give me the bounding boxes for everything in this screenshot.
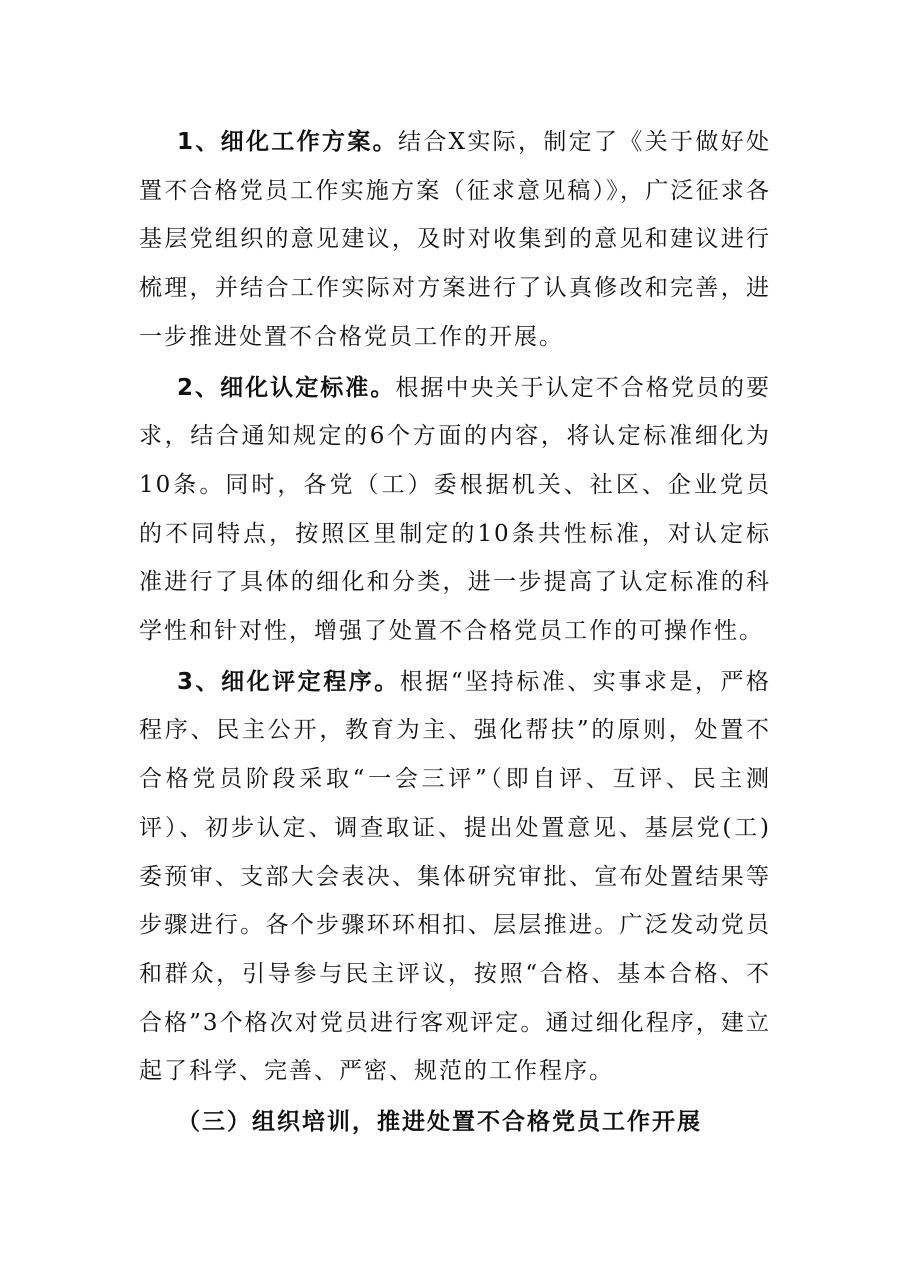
paragraph-criteria bbox=[139, 364, 771, 656]
paragraph-text: 根据“坚持标准、实事求是，严格程序、民主公开，教育为主、强化帮扶”的原则，处置不合格党员阶段采取“一会三评”（即自评、互评、民主测评）、初步认定、调查取证、提出处置意见、基层党(工)委预审、支部大会表决、集体研究审批、宣布处置结果等步骤进行。各个步骤环环相扣、层层推进。广泛发动党员和群众，引导参与民主评议，按照“合格、基本合格、不合格”3个格次对党员进行客观评定。通过细化程序，建立起了科学、完善、严密、规范的工作程序。 bbox=[139, 668, 771, 1085]
paragraph-lead: 1、细化工作方案。 bbox=[177, 129, 398, 155]
paragraph-work-plan bbox=[139, 118, 771, 362]
paragraph-text: 根据中央关于认定不合格党员的要求，结合通知规定的6个方面的内容，将认定标准细化为10条。同时，各党（工）委根据机关、社区、企业党员的不同特点，按照区里制定的10条共性标准，对认定标准进行了具体的细化和分类，进一步提高了认定标准的科学性和针对性，增强了处置不合格党员工作的可操作性。 bbox=[139, 374, 771, 645]
paragraph-text: 结合X实际，制定了《关于做好处置不合格党员工作实施方案（征求意见稿）》，广泛征求各基层党组织的意见建议，及时对收集到的意见和建议进行梳理，并结合工作实际对方案进行了认真修改和完善，进一步推进处置不合格党员工作的开展。 bbox=[139, 129, 771, 350]
document-body bbox=[139, 118, 771, 1147]
paragraph-lead: 2、细化认定标准。 bbox=[177, 374, 396, 401]
paragraph-procedure bbox=[139, 658, 771, 1096]
paragraph-lead: 3、细化评定程序。 bbox=[177, 668, 400, 695]
section-heading: （三）组织培训，推进处置不合格党员工作开展 bbox=[177, 1109, 702, 1136]
